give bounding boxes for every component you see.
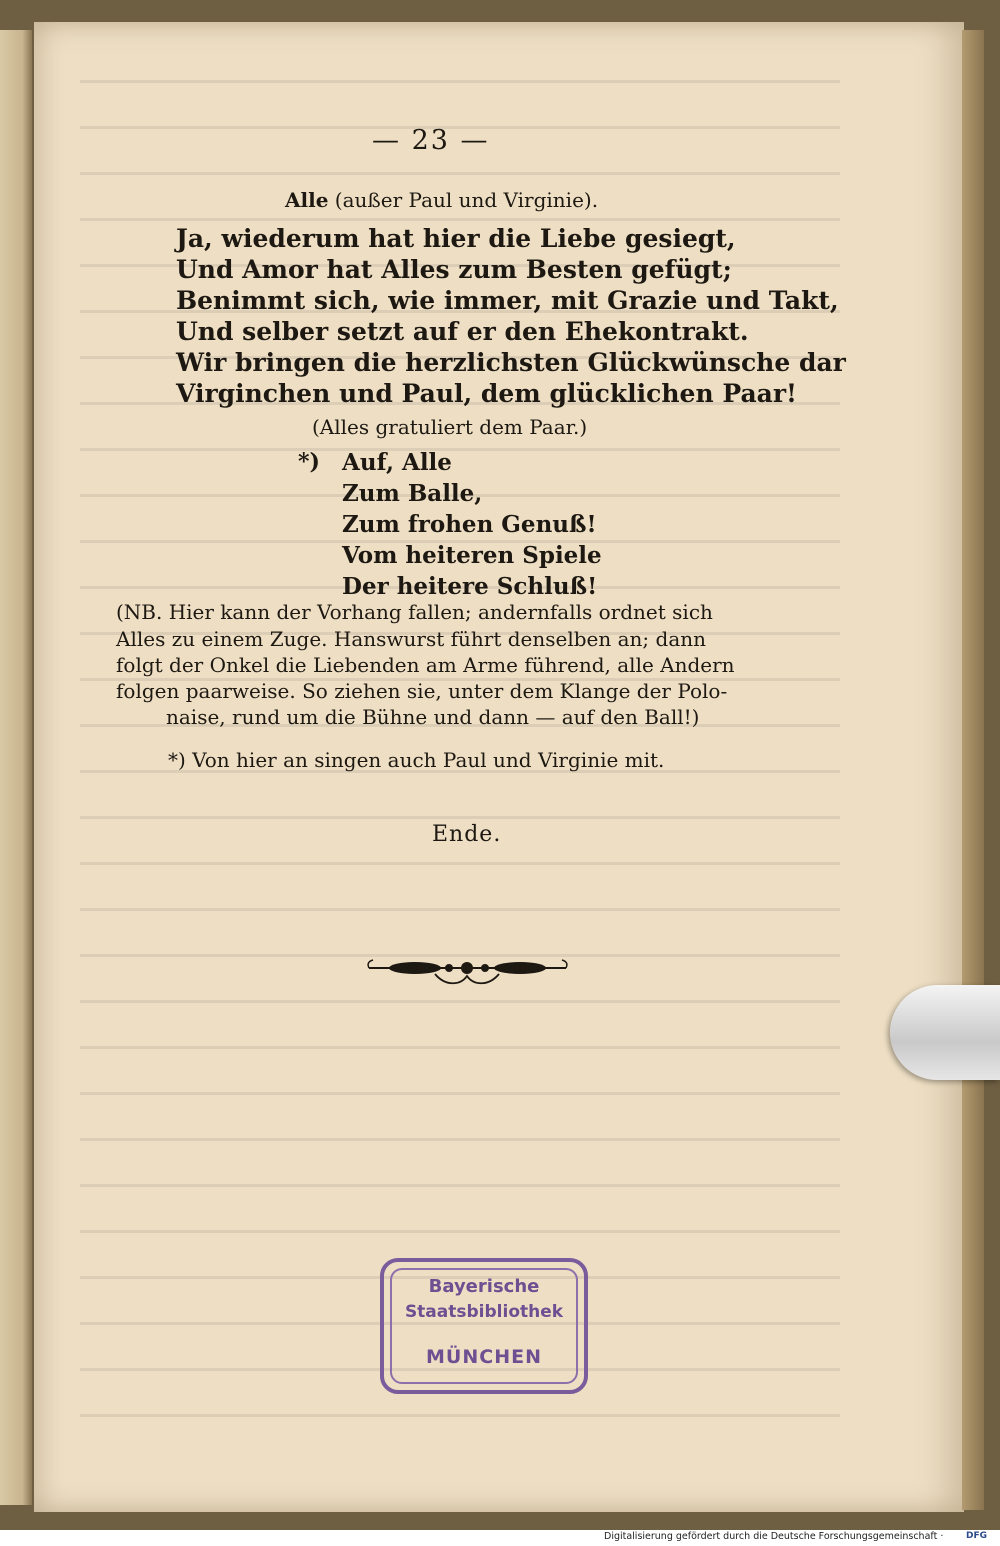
- right-page-edge: [962, 30, 984, 1510]
- stamp-line: MÜNCHEN: [426, 1346, 542, 1368]
- page-number: — 23 —: [372, 125, 490, 156]
- library-stamp: [380, 1258, 588, 1394]
- chorus-line: Zum Balle,: [342, 480, 483, 507]
- speaker-name: Alle: [285, 188, 329, 212]
- nota-bene-line: (NB. Hier kann der Vorhang fallen; andernfalls ordnet sich: [116, 600, 713, 624]
- nota-bene-line: naise, rund um die Bühne und dann — auf den Ball!): [166, 705, 700, 729]
- stamp-line: Staatsbibliothek: [404, 1302, 564, 1322]
- stamp-line: Bayerische: [428, 1276, 540, 1297]
- verse-line: Und selber setzt auf er den Ehekontrakt.: [176, 317, 749, 346]
- chorus-line: Der heitere Schluß!: [342, 573, 598, 600]
- footnote-marker: *): [298, 449, 320, 475]
- page-clip: [890, 985, 1000, 1080]
- end-mark: Ende.: [432, 822, 502, 847]
- verse-line: Ja, wiederum hat hier die Liebe gesiegt,: [176, 224, 736, 253]
- stage-direction: (Alles gratuliert dem Paar.): [312, 415, 588, 439]
- nota-bene-line: Alles zu einem Zuge. Hanswurst führt denselben an; dann: [116, 627, 706, 651]
- nota-bene-line: folgen paarweise. So ziehen sie, unter dem Klange der Polo-: [116, 679, 728, 703]
- decorative-ornament: [365, 952, 570, 992]
- speaker-note: (außer Paul und Virginie).: [334, 188, 599, 212]
- left-page-edge: [0, 30, 32, 1505]
- footnote: *) Von hier an singen auch Paul und Virginie mit.: [168, 748, 665, 772]
- chorus-line: Zum frohen Genuß!: [342, 511, 597, 538]
- chorus-line: Vom heiteren Spiele: [342, 542, 602, 569]
- dfg-logo: DFG: [966, 1531, 988, 1541]
- chorus-line: Auf, Alle: [342, 449, 452, 476]
- verse-line: Und Amor hat Alles zum Besten gefügt;: [176, 255, 732, 284]
- verse-line: Wir bringen die herzlichsten Glückwünsche dar: [176, 348, 846, 377]
- speaker-line: [285, 188, 598, 212]
- verse-line: Virginchen und Paul, dem glücklichen Paar!: [176, 379, 797, 408]
- digitization-credit: Digitalisierung gefördert durch die Deutsche Forschungsgemeinschaft ·: [604, 1531, 944, 1542]
- verse-line: Benimmt sich, wie immer, mit Grazie und Takt,: [176, 286, 839, 315]
- nota-bene-line: folgt der Onkel die Liebenden am Arme führend, alle Andern: [116, 653, 735, 677]
